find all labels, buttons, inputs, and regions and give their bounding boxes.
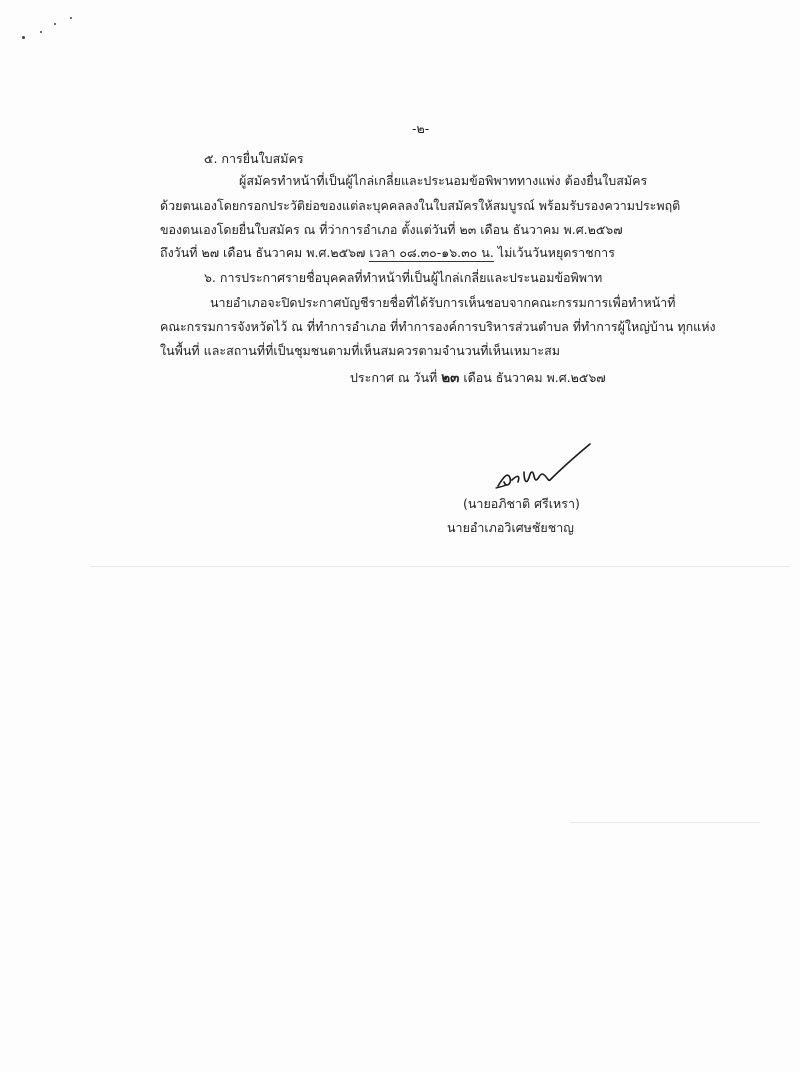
signature-icon: [490, 436, 600, 496]
announcement-day: ๒๓: [441, 370, 460, 386]
announcement-date: [350, 369, 606, 387]
section-5-line-4: [160, 244, 615, 262]
scan-speck: [54, 23, 56, 25]
section-6-line-1: นายอำเภอจะปิดประกาศบัญชีรายชื่อที่ได้รับการเห็นชอบจากคณะกรรมการเพื่อทำหน้าที่: [210, 295, 676, 310]
scan-speck: [70, 17, 72, 19]
office-hours-underlined: เวลา ๐๘.๓๐-๑๖.๓๐ น.: [369, 245, 494, 260]
section-5-line-4-prefix: ถึงวันที่ ๒๗ เดือน ธันวาคม พ.ศ.๒๕๖๗: [160, 245, 366, 260]
page-number: -๒-: [412, 121, 430, 136]
scan-artifact-line: [570, 822, 760, 823]
scan-speck: [40, 31, 42, 33]
signer-title: นายอำเภอวิเศษชัยชาญ: [447, 520, 574, 535]
signer-name: (นายอภิชาติ ศรีเหรา): [463, 496, 580, 511]
section-5-line-4-suffix: ไม่เว้นวันหยุดราชการ: [497, 245, 615, 260]
announcement-prefix: ประกาศ ณ วันที่: [350, 370, 438, 385]
announcement-suffix: เดือน ธันวาคม พ.ศ.๒๕๖๗: [463, 370, 606, 385]
section-6-line-3: ในพื้นที่ และสถานที่ที่เป็นชุมชนตามที่เห็นสมควรตามจำนวนที่เห็นเหมาะสม: [160, 343, 560, 358]
section-5-line-2: ด้วยตนเองโดยกรอกประวัติย่อของแต่ละบุคคลลงในใบสมัครให้สมบูรณ์ พร้อมรับรองความประพฤติ: [160, 198, 681, 213]
section-5-line-1: ผู้สมัครทำหน้าที่เป็นผู้ไกล่เกลี่ยและประนอมข้อพิพาททางแพ่ง ต้องยื่นใบสมัคร: [239, 173, 648, 188]
section-5-heading: ๕. การยื่นใบสมัคร: [204, 151, 304, 166]
section-6-line-2: คณะกรรมการจังหวัดไว้ ณ ที่ทำการอำเภอ ที่ทำการองค์การบริหารส่วนตำบล ที่ทำการผู้ใหญ่บ้าน ทุกแห่ง: [160, 319, 716, 334]
section-6-heading: ๖. การประกาศรายชื่อบุคคลที่ทำหน้าที่เป็นผู้ไกล่เกลี่ยและประนอมข้อพิพาท: [204, 270, 603, 285]
scan-artifact-line: [90, 566, 790, 567]
section-5-line-3: ของตนเองโดยยื่นใบสมัคร ณ ที่ว่าการอำเภอ ตั้งแต่วันที่ ๒๓ เดือน ธันวาคม พ.ศ.๒๕๖๗: [160, 222, 623, 237]
scan-speck: [22, 36, 25, 39]
